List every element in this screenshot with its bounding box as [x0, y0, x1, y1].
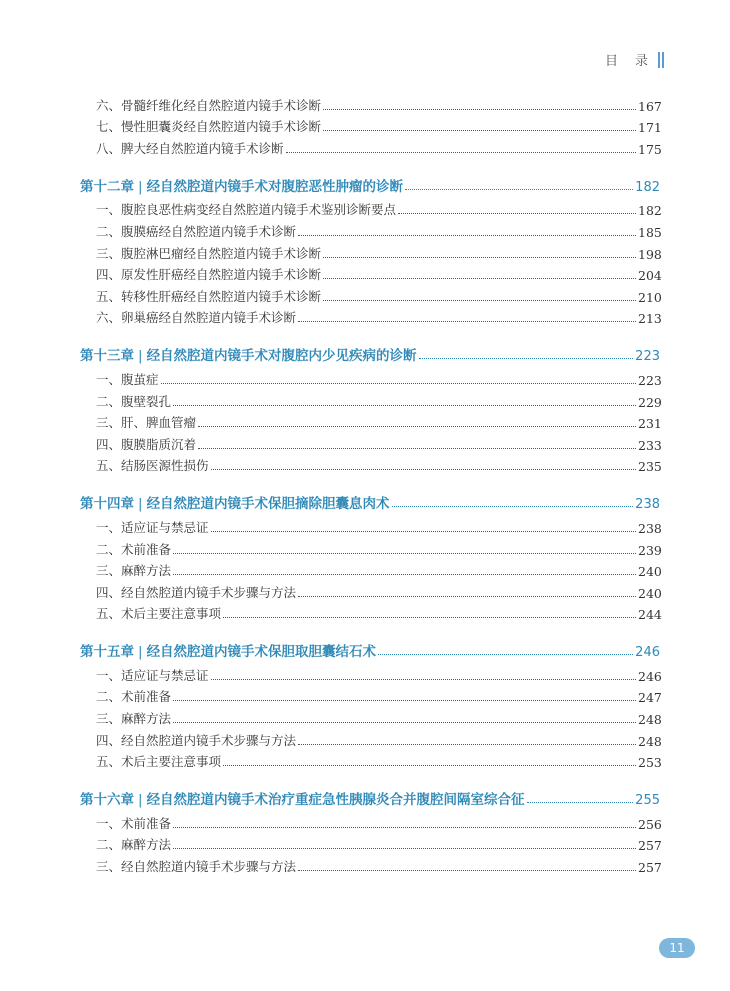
toc-entry[interactable]: [80, 832, 660, 854]
entry-title: 三、腹腔淋巴瘤经自然腔道内镜手术诊断: [96, 245, 322, 261]
chapter-number: 第十六章: [80, 792, 134, 809]
chapter-number: 第十五章: [80, 644, 134, 661]
toc-entry[interactable]: [80, 705, 660, 727]
entry-title: 五、转移性肝癌经自然腔道内镜手术诊断: [96, 288, 322, 304]
leader-dots: [211, 679, 636, 680]
toc-entry[interactable]: [80, 684, 660, 706]
entry-page-number: 256: [638, 816, 662, 832]
leader-dots: [298, 596, 636, 597]
toc-entry[interactable]: [80, 262, 660, 284]
entry-page-number: 253: [638, 755, 662, 771]
header-title: 目 录: [604, 54, 650, 69]
chapter-divider: |: [138, 178, 143, 195]
entry-title: 二、术前准备: [96, 541, 172, 557]
leader-dots: [286, 152, 636, 153]
leader-dots: [298, 744, 636, 745]
toc-chapter-heading[interactable]: [80, 169, 660, 195]
entry-title: 五、术后主要注意事项: [96, 754, 222, 770]
chapter-title: 经自然腔道内镜手术保胆摘除胆囊息肉术: [146, 496, 390, 513]
toc-entry[interactable]: [80, 283, 660, 305]
entry-page-number: 204: [638, 268, 662, 284]
entry-page-number: 223: [638, 372, 662, 388]
toc-chapter-heading[interactable]: [80, 486, 660, 512]
toc-entry[interactable]: [80, 558, 660, 580]
toc-entry[interactable]: [80, 218, 660, 240]
chapter-title: 经自然腔道内镜手术治疗重症急性胰腺炎合并腹腔间隔室综合征: [146, 792, 525, 809]
leader-dots: [173, 848, 636, 849]
chapter-page-number: 255: [635, 793, 660, 809]
leader-dots: [198, 426, 636, 427]
chapter-page-number: 182: [635, 179, 660, 195]
entry-page-number: 257: [638, 860, 662, 876]
entry-title: 六、骨髓纤维化经自然腔道内镜手术诊断: [96, 97, 322, 113]
chapter-divider: |: [138, 348, 143, 365]
toc-chapter-heading[interactable]: [80, 782, 660, 808]
entry-title: 五、术后主要注意事项: [96, 606, 222, 622]
toc-entry[interactable]: [80, 114, 660, 136]
chapter-number: 第十四章: [80, 496, 134, 513]
toc-entry[interactable]: [80, 197, 660, 219]
header-bar-icon-2: [662, 52, 664, 68]
entry-page-number: 238: [638, 520, 662, 536]
toc-entry[interactable]: [80, 749, 660, 771]
toc-entry[interactable]: [80, 810, 660, 832]
leader-dots: [173, 405, 636, 406]
leader-dots: [223, 765, 636, 766]
entry-title: 七、慢性胆囊炎经自然腔道内镜手术诊断: [96, 119, 322, 135]
leader-dots: [223, 617, 636, 618]
toc-entry[interactable]: [80, 536, 660, 558]
entry-title: 四、经自然腔道内镜手术步骤与方法: [96, 584, 297, 600]
leader-dots: [323, 130, 636, 131]
toc-entry[interactable]: [80, 453, 660, 475]
entry-title: 一、腹腔良恶性病变经自然腔道内镜手术鉴别诊断要点: [96, 202, 397, 218]
leader-dots: [405, 189, 633, 190]
leader-dots: [527, 802, 634, 803]
toc-entry[interactable]: [80, 240, 660, 262]
leader-dots: [173, 574, 636, 575]
toc-entry[interactable]: [80, 853, 660, 875]
header-bar-icon: [658, 52, 660, 68]
entry-page-number: 233: [638, 437, 662, 453]
entry-page-number: 231: [638, 416, 662, 432]
chapter-divider: |: [138, 496, 143, 513]
leader-dots: [323, 300, 636, 301]
leader-dots: [419, 358, 634, 359]
leader-dots: [211, 469, 636, 470]
entry-title: 四、腹膜脂质沉着: [96, 436, 197, 452]
entry-page-number: 240: [638, 585, 662, 601]
entry-page-number: 244: [638, 607, 662, 623]
entry-page-number: 248: [638, 712, 662, 728]
entry-title: 一、腹茧症: [96, 371, 159, 387]
chapter-title: 经自然腔道内镜手术保胆取胆囊结石术: [146, 644, 377, 661]
entry-page-number: 182: [638, 203, 662, 219]
entry-title: 三、麻醉方法: [96, 711, 172, 727]
entry-page-number: 248: [638, 733, 662, 749]
page-number-badge: 11: [659, 938, 695, 958]
running-header: [605, 50, 664, 69]
table-of-contents: [80, 92, 660, 875]
leader-dots: [298, 321, 636, 322]
leader-dots: [323, 109, 636, 110]
entry-page-number: 247: [638, 690, 662, 706]
chapter-divider: |: [138, 644, 143, 661]
toc-entry[interactable]: [80, 410, 660, 432]
entry-page-number: 213: [638, 311, 662, 327]
entry-title: 一、适应证与禁忌证: [96, 667, 209, 683]
chapter-title: 经自然腔道内镜手术对腹腔恶性肿瘤的诊断: [146, 178, 404, 195]
toc-entry[interactable]: [80, 727, 660, 749]
toc-entry[interactable]: [80, 601, 660, 623]
toc-entry[interactable]: [80, 135, 660, 157]
entry-title: 三、麻醉方法: [96, 563, 172, 579]
leader-dots: [323, 257, 636, 258]
entry-page-number: 240: [638, 564, 662, 580]
chapter-page-number: 238: [635, 497, 660, 513]
leader-dots: [378, 654, 633, 655]
leader-dots: [323, 278, 636, 279]
entry-page-number: 198: [638, 246, 662, 262]
toc-chapter-heading[interactable]: [80, 634, 660, 660]
leader-dots: [198, 448, 636, 449]
leader-dots: [173, 827, 636, 828]
chapter-number: 第十三章: [80, 348, 134, 365]
entry-title: 二、腹壁裂孔: [96, 393, 172, 409]
leader-dots: [173, 722, 636, 723]
toc-entry[interactable]: [80, 388, 660, 410]
leader-dots: [398, 213, 636, 214]
toc-entry[interactable]: [80, 92, 660, 114]
entry-title: 四、原发性肝癌经自然腔道内镜手术诊断: [96, 267, 322, 283]
leader-dots: [211, 531, 636, 532]
entry-title: 二、腹膜癌经自然腔道内镜手术诊断: [96, 223, 297, 239]
entry-page-number: 235: [638, 459, 662, 475]
chapter-divider: |: [138, 792, 143, 809]
toc-entry[interactable]: [80, 662, 660, 684]
entry-title: 三、肝、脾血管瘤: [96, 415, 197, 431]
entry-title: 八、脾大经自然腔道内镜手术诊断: [96, 140, 284, 156]
toc-entry[interactable]: [80, 579, 660, 601]
leader-dots: [298, 870, 636, 871]
toc-entry[interactable]: [80, 366, 660, 388]
chapter-title: 经自然腔道内镜手术对腹腔内少见疾病的诊断: [146, 348, 417, 365]
entry-page-number: 210: [638, 289, 662, 305]
toc-entry[interactable]: [80, 305, 660, 327]
entry-page-number: 185: [638, 224, 662, 240]
leader-dots: [161, 383, 636, 384]
leader-dots: [173, 700, 636, 701]
leader-dots: [298, 235, 636, 236]
entry-title: 五、结肠医源性损伤: [96, 458, 209, 474]
leader-dots: [173, 553, 636, 554]
leader-dots: [392, 506, 634, 507]
entry-page-number: 167: [638, 98, 662, 114]
chapter-number: 第十二章: [80, 178, 134, 195]
chapter-page-number: 246: [635, 645, 660, 661]
entry-title: 二、麻醉方法: [96, 837, 172, 853]
toc-chapter-heading[interactable]: [80, 338, 660, 364]
entry-title: 二、术前准备: [96, 689, 172, 705]
entry-page-number: 175: [638, 141, 662, 157]
entry-title: 六、卵巢癌经自然腔道内镜手术诊断: [96, 310, 297, 326]
entry-title: 三、经自然腔道内镜手术步骤与方法: [96, 859, 297, 875]
entry-page-number: 257: [638, 838, 662, 854]
entry-page-number: 239: [638, 542, 662, 558]
toc-entry[interactable]: [80, 514, 660, 536]
entry-title: 一、适应证与禁忌证: [96, 519, 209, 535]
entry-title: 四、经自然腔道内镜手术步骤与方法: [96, 732, 297, 748]
entry-page-number: 229: [638, 394, 662, 410]
entry-title: 一、术前准备: [96, 815, 172, 831]
entry-page-number: 246: [638, 668, 662, 684]
chapter-page-number: 223: [635, 349, 660, 365]
entry-page-number: 171: [638, 120, 662, 136]
toc-entry[interactable]: [80, 431, 660, 453]
